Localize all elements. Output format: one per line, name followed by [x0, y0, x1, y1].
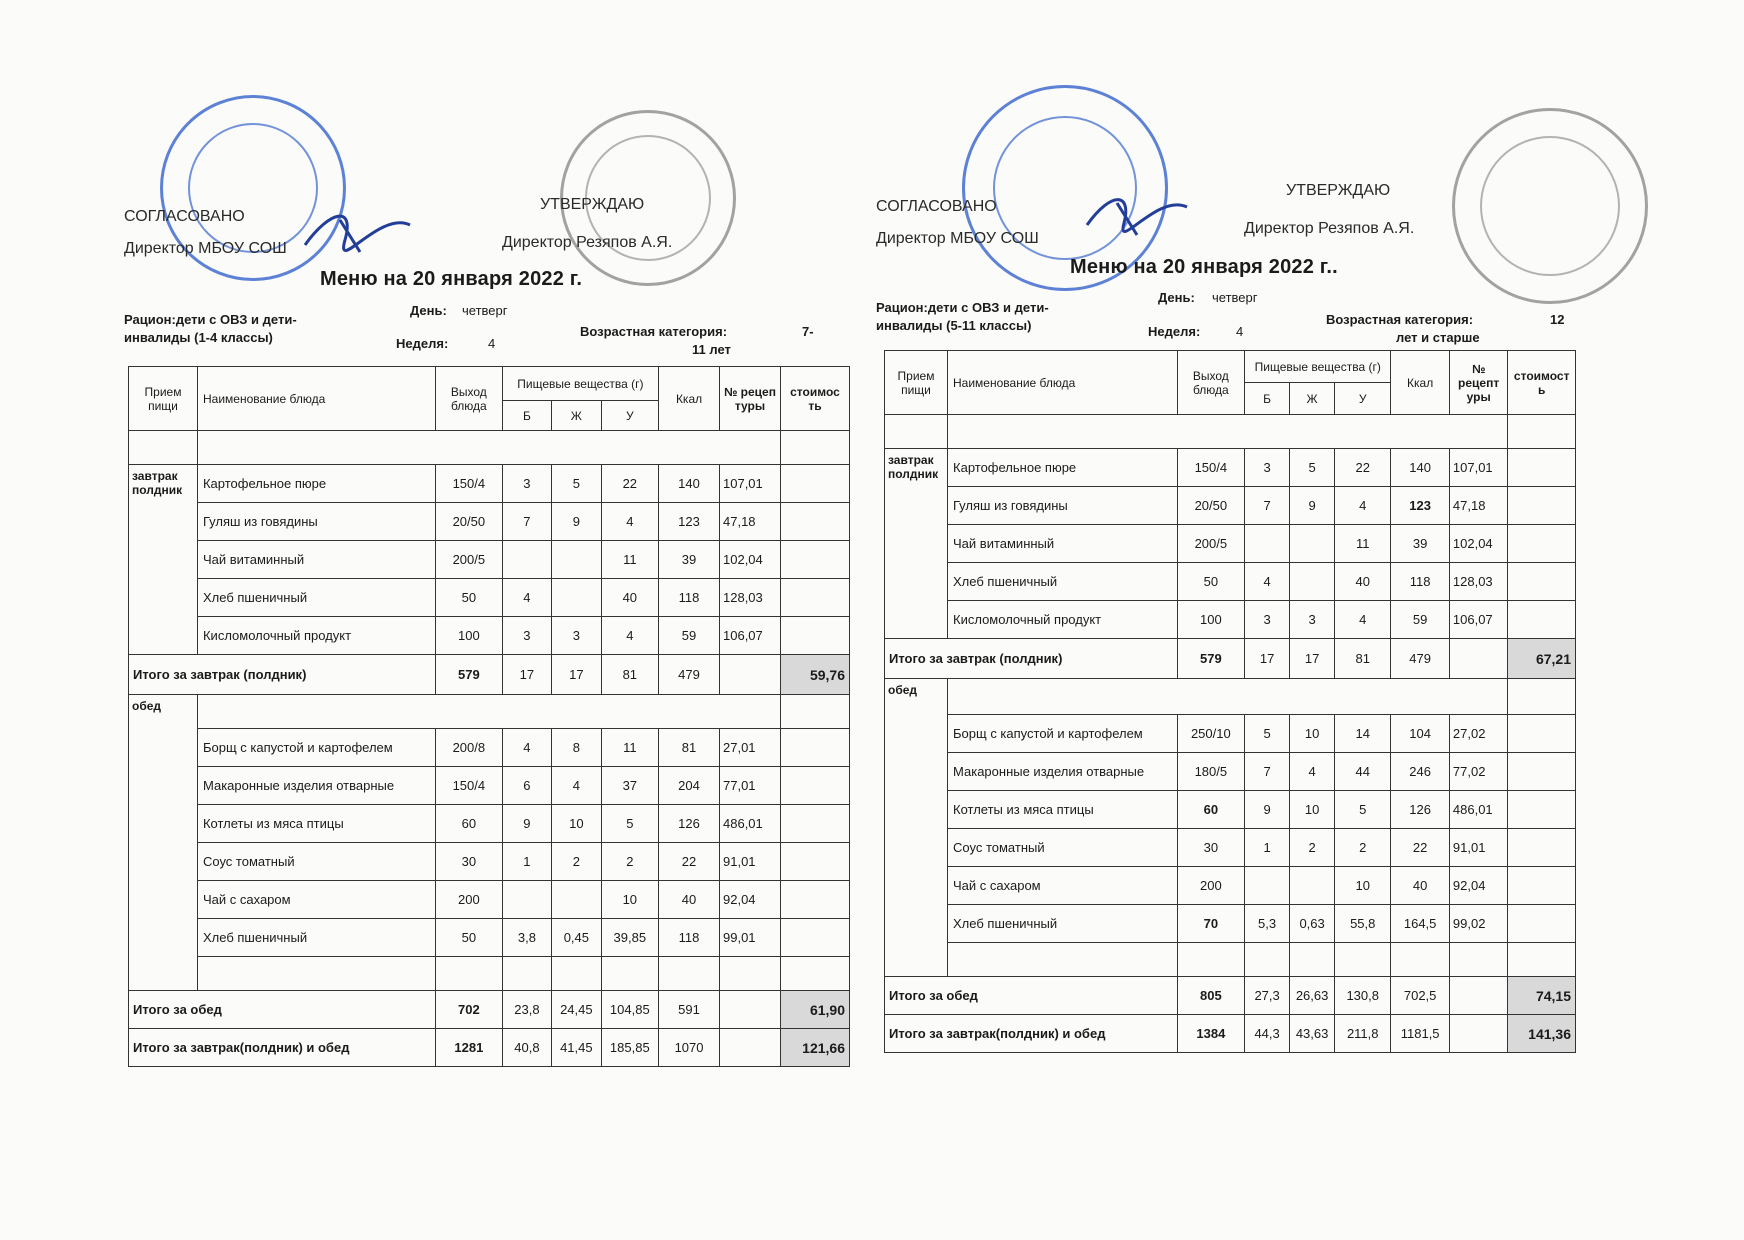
nutrients-header: Пищевые вещества (г) [502, 367, 658, 401]
breakfast-cost: 59,76 [780, 655, 849, 695]
protein-header: Б [502, 401, 551, 431]
menu-sheet-left [120, 0, 880, 1240]
agreed-by-label: Директор МБОУ СОШ [124, 240, 287, 257]
nutrients-header: Пищевые вещества (г) [1245, 351, 1391, 383]
table-row: Хлеб пшеничный 50 4 40 118 128,03 [885, 563, 1576, 601]
recipe-header: № рецеп туры [720, 367, 781, 431]
agreed-label: СОГЛАСОВАНО [124, 208, 245, 225]
age-category-label: Возрастная категория: [1326, 312, 1474, 327]
lunch-cost: 61,90 [780, 991, 849, 1029]
week-value: 4 [488, 336, 496, 351]
approve-by-label: Директор Резяпов А.Я. [502, 234, 673, 251]
table-row: Чай с сахаром 200 10 40 92,04 [129, 881, 850, 919]
table-row: Кисломолочный продукт 100 3 3 4 59 106,07 [129, 617, 850, 655]
grand-total-cost: 141,36 [1508, 1015, 1576, 1053]
meal-header: Прием пищи [885, 351, 948, 415]
fat-header: Ж [1290, 383, 1335, 415]
age-category-value-line2: лет и старше [1396, 330, 1480, 345]
table-row: Кисломолочный продукт 100 3 3 4 59 106,07 [885, 601, 1576, 639]
age-category-value: 7- [802, 324, 814, 339]
table-row: Борщ с капустой и картофелем 200/8 4 8 11 81 27,01 [129, 729, 850, 767]
table-row: завтрак полдник Картофельное пюре 150/4 3 5 22 140 107,01 [885, 449, 1576, 487]
day-value: четверг [462, 303, 508, 318]
breakfast-label: завтрак полдник [129, 465, 198, 655]
table-row: завтрак полдник Картофельное пюре 150/4 3 5 22 140 107,01 [129, 465, 850, 503]
approve-label: УТВЕРЖДАЮ [540, 196, 645, 213]
kcal-header: Ккал [659, 367, 720, 431]
table-row: Чай витаминный 200/5 11 39 102,04 [885, 525, 1576, 563]
age-category-label: Возрастная категория: [580, 324, 728, 339]
dish-name-header: Наименование блюда [948, 351, 1178, 415]
age-category-value-line2: 11 лет [692, 342, 731, 357]
page-title: Меню на 20 января 2022 г. [320, 268, 583, 290]
day-label: День: [1158, 290, 1195, 305]
director-seal-stamp [1452, 108, 1648, 304]
yield-header: Выход блюда [1177, 351, 1245, 415]
approve-by-label: Директор Резяпов А.Я. [1244, 220, 1415, 237]
menu-sheet-right [872, 0, 1632, 1240]
menu-table [128, 366, 850, 1067]
breakfast-total-row: Итого за завтрак (полдник) 579 17 17 81 479 67,21 [885, 639, 1576, 679]
recipe-header: № рецепт уры [1449, 351, 1508, 415]
kcal-header: Ккал [1391, 351, 1450, 415]
day-label: День: [410, 303, 447, 318]
agreed-label: СОГЛАСОВАНО [876, 198, 997, 215]
protein-header: Б [1245, 383, 1290, 415]
breakfast-total-row: Итого за завтрак (полдник) 579 17 17 81 479 59,76 [129, 655, 850, 695]
week-label: Неделя: [1148, 324, 1201, 339]
age-category-value: 12 [1550, 312, 1565, 327]
page-title: Меню на 20 января 2022 г.. [1070, 256, 1338, 278]
table-row: Соус томатный 30 1 2 2 22 91,01 [885, 829, 1576, 867]
ration-label-line2: инвалиды (1-4 классы) [124, 330, 273, 345]
dish-name-header: Наименование блюда [197, 367, 435, 431]
table-row: Хлеб пшеничный 50 3,8 0,45 39,85 118 99,01 [129, 919, 850, 957]
cost-header: стоимост ь [1508, 351, 1576, 415]
table-row: Макаронные изделия отварные 180/5 7 4 44 246 77,02 [885, 753, 1576, 791]
menu-table [884, 350, 1576, 1053]
grand-total-row: Итого за завтрак(полдник) и обед 1281 40,8 41,45 185,85 1070 121,66 [129, 1029, 850, 1067]
day-value: четверг [1212, 290, 1258, 305]
signature-icon [1082, 185, 1192, 245]
carbs-header: У [601, 401, 659, 431]
lunch-label: обед [129, 695, 198, 991]
carbs-header: У [1335, 383, 1391, 415]
meal-header: Прием пищи [129, 367, 198, 431]
table-row: Чай витаминный 200/5 11 39 102,04 [129, 541, 850, 579]
table-row: Гуляш из говядины 20/50 7 9 4 123 47,18 [129, 503, 850, 541]
ration-label-line2: инвалиды (5-11 классы) [876, 318, 1032, 333]
ration-label: Рацион:дети с ОВЗ и дети- [124, 312, 297, 327]
grand-total-row: Итого за завтрак(полдник) и обед 1384 44,3 43,63 211,8 1181,5 141,36 [885, 1015, 1576, 1053]
approve-label: УТВЕРЖДАЮ [1286, 182, 1391, 199]
breakfast-label: завтрак полдник [885, 449, 948, 639]
week-label: Неделя: [396, 336, 449, 351]
table-row: Соус томатный 30 1 2 2 22 91,01 [129, 843, 850, 881]
table-row: Котлеты из мяса птицы 60 9 10 5 126 486,01 [885, 791, 1576, 829]
table-row: Гуляш из говядины 20/50 7 9 4 123 47,18 [885, 487, 1576, 525]
grand-total-cost: 121,66 [780, 1029, 849, 1067]
snack-label: полдник [888, 467, 939, 481]
agreed-by-label: Директор МБОУ СОШ [876, 230, 1039, 247]
table-row: Хлеб пшеничный 50 4 40 118 128,03 [129, 579, 850, 617]
lunch-total-row: Итого за обед 702 23,8 24,45 104,85 591 61,90 [129, 991, 850, 1029]
yield-header: Выход блюда [436, 367, 503, 431]
week-value: 4 [1236, 324, 1244, 339]
lunch-cost: 74,15 [1508, 977, 1576, 1015]
lunch-label: обед [885, 679, 948, 977]
table-row: Хлеб пшеничный 70 5,3 0,63 55,8 164,5 99,02 [885, 905, 1576, 943]
table-row: Макаронные изделия отварные 150/4 6 4 37 204 77,01 [129, 767, 850, 805]
snack-label: полдник [132, 483, 183, 497]
fat-header: Ж [552, 401, 601, 431]
table-row: Котлеты из мяса птицы 60 9 10 5 126 486,01 [129, 805, 850, 843]
table-row: Борщ с капустой и картофелем 250/10 5 10 14 104 27,02 [885, 715, 1576, 753]
breakfast-cost: 67,21 [1508, 639, 1576, 679]
signature-icon [300, 200, 420, 260]
cost-header: стоимос ть [780, 367, 849, 431]
ration-label: Рацион:дети с ОВЗ и дети- [876, 300, 1049, 315]
table-row: Чай с сахаром 200 10 40 92,04 [885, 867, 1576, 905]
lunch-total-row: Итого за обед 805 27,3 26,63 130,8 702,5 74,15 [885, 977, 1576, 1015]
